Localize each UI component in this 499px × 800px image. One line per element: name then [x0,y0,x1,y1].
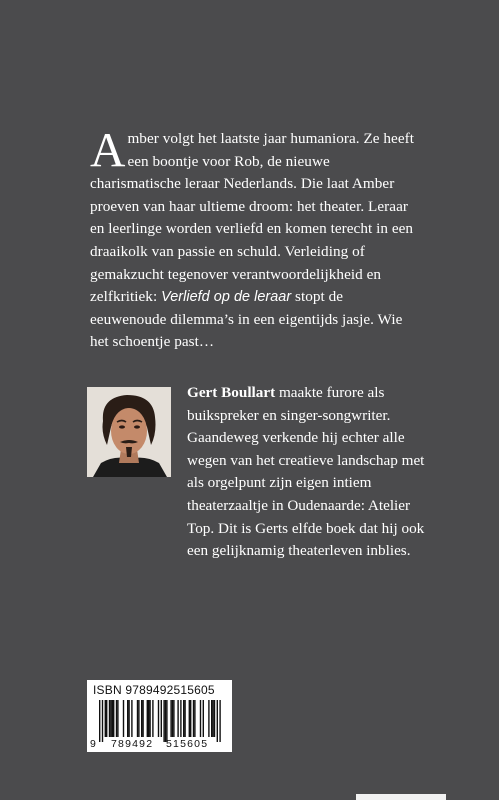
barcode-bar [211,700,212,737]
barcode-bar [148,700,149,737]
author-bio [187,382,425,563]
barcode-bar [166,700,167,742]
barcode-bar [105,700,106,737]
barcode-bar [170,700,171,737]
barcode-bar [194,700,195,737]
back-cover-blurb [90,122,420,354]
barcode-image [87,680,232,752]
barcode-bar [127,700,128,737]
barcode-bar [203,700,204,737]
barcode-bar [116,700,117,737]
barcode-bar [177,700,178,737]
isbn-barcode [87,680,232,752]
barcode-bar [106,700,107,737]
barcode-bar [149,700,150,737]
barcode-bar [147,700,148,737]
barcode-bar [219,700,220,742]
barcode-bar [189,700,190,737]
barcode-bar [208,700,209,737]
barcode-bar [190,700,191,737]
barcode-bar [184,700,185,737]
author-portrait-image [87,387,171,477]
barcode-bar [152,700,153,737]
author-photo [87,387,171,477]
barcode-bar [161,700,162,737]
barcode-bar [165,700,166,742]
barcode-bar [131,700,132,737]
barcode-bar [212,700,213,737]
drop-cap: A [90,122,126,177]
blurb-text: mber volgt het laatste jaar humaniora. Ze heeft een boontje voor Rob, de nieuwe charismatische leraar Nederlands. Die laat Amber proeven van haar ultieme droom: het theater. Leraar en leerlinge worden verliefd en komen terecht in een draaikolk van passie en schuld. Verleiding of gemakzucht tegenover verantwoordelijkheid en zelfkritiek: [90,130,415,306]
author-name: Gert Boullart [187,384,276,401]
barcode-bar [172,700,173,737]
barcode-digits-right: 515605 [166,738,209,750]
barcode-bar [183,700,184,737]
barcode-bar [158,700,159,737]
barcode-bar [200,700,201,737]
barcode-bar [173,700,174,737]
barcode-bar [109,700,110,737]
barcode-digits-left: 789492 [111,738,154,750]
barcode-bar [112,700,113,737]
barcode-bar [142,700,143,737]
barcode-bar [141,700,142,737]
blurb-text-end: stopt de eeuwenoude dilemma’s in een eigentijds jasje. Wie het schoentje past… [90,288,403,351]
barcode-bar [193,700,194,737]
barcode-bar [180,700,181,737]
barcode-bar [117,700,118,737]
barcode-bar [138,700,139,737]
barcode-bar [110,700,111,737]
isbn-label: ISBN 9789492515605 [93,683,215,697]
barcode-bar [163,700,164,742]
barcode-bar [113,700,114,737]
barcode-bar [128,700,129,737]
author-bio-text: maakte furore als buikspreker en singer-songwriter. Gaandeweg verkende hij echter alle wegen van het creatieve landschap met als orgelpunt zijn eigen intiem theaterzaaltje in Oudenaarde: Atelier Top. Dit is Gerts elfde boek dat hij ook een gelijknamig theaterleven inblies. [187,384,425,560]
book-title: Verliefd op de leraar [161,289,292,306]
barcode-bar [214,700,215,737]
barcode-bar [217,700,218,742]
barcode-bar [137,700,138,737]
barcode-bar [99,700,100,742]
barcode-digit-first: 9 [90,738,98,750]
bottom-edge-strip [356,794,446,800]
barcode-bar [102,700,103,742]
barcode-bar [123,700,124,737]
